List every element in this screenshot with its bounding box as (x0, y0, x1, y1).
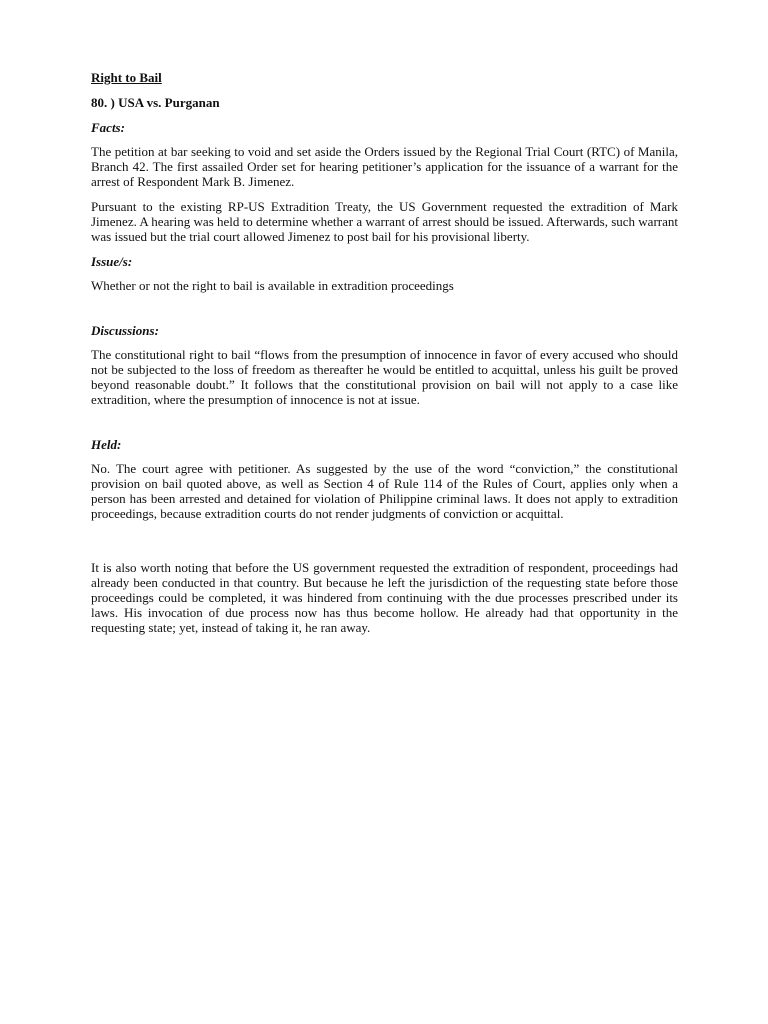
issues-paragraph-1: Whether or not the right to bail is available in extradition proceedings (91, 278, 454, 293)
case-title: 80. ) USA vs. Purganan (91, 95, 220, 110)
spacer (91, 417, 678, 437)
discussions-paragraph-1: The constitutional right to bail “flows from the presumption of innocence in favor of every accused who should not be subjected to the loss of freedom as thereafter he would be entitled to acquittal, unless his guilt be proved beyond reasonable doubt.” It follows that the constitutional provision on bail will not apply to a case like extradition, where the presumption of innocence is not at issue. (91, 347, 678, 407)
facts-heading: Facts: (91, 120, 125, 135)
spacer (91, 531, 678, 560)
document-page (91, 70, 678, 645)
held-paragraph-2: It is also worth noting that before the US government requested the extradition of respondent, proceedings had already been conducted in that country. But because he left the jurisdiction of the requesting state before those proceedings could be completed, it was hindered from continuing with the due processes prescribed under its laws. His invocation of due process now has thus become hollow. He already had that opportunity in the requesting state; yet, instead of taking it, he ran away. (91, 560, 678, 635)
discussions-heading: Discussions: (91, 323, 159, 338)
facts-paragraph-1: The petition at bar seeking to void and set aside the Orders issued by the Regional Trial Court (RTC) of Manila, Branch 42. The first assailed Order set for hearing petitioner’s application for the issuance of a warrant for the arrest of Respondent Mark B. Jimenez. (91, 144, 678, 189)
held-paragraph-1: No. The court agree with petitioner. As suggested by the use of the word “conviction,” the constitutional provision on bail quoted above, as well as Section 4 of Rule 114 of the Rules of Court, applies only when a person has been arrested and detained for violation of Philippine criminal laws. It does not apply to extradition proceedings, because extradition courts do not render judgments of conviction or acquittal. (91, 461, 678, 521)
issues-heading: Issue/s: (91, 254, 133, 269)
spacer (91, 303, 678, 323)
topic-heading: Right to Bail (91, 70, 162, 85)
facts-paragraph-2: Pursuant to the existing RP-US Extradition Treaty, the US Government requested the extradition of Mark Jimenez. A hearing was held to determine whether a warrant of arrest should be issued. Afterwards, such warrant was issued but the trial court allowed Jimenez to post bail for his provisional liberty. (91, 199, 678, 244)
held-heading: Held: (91, 437, 122, 452)
